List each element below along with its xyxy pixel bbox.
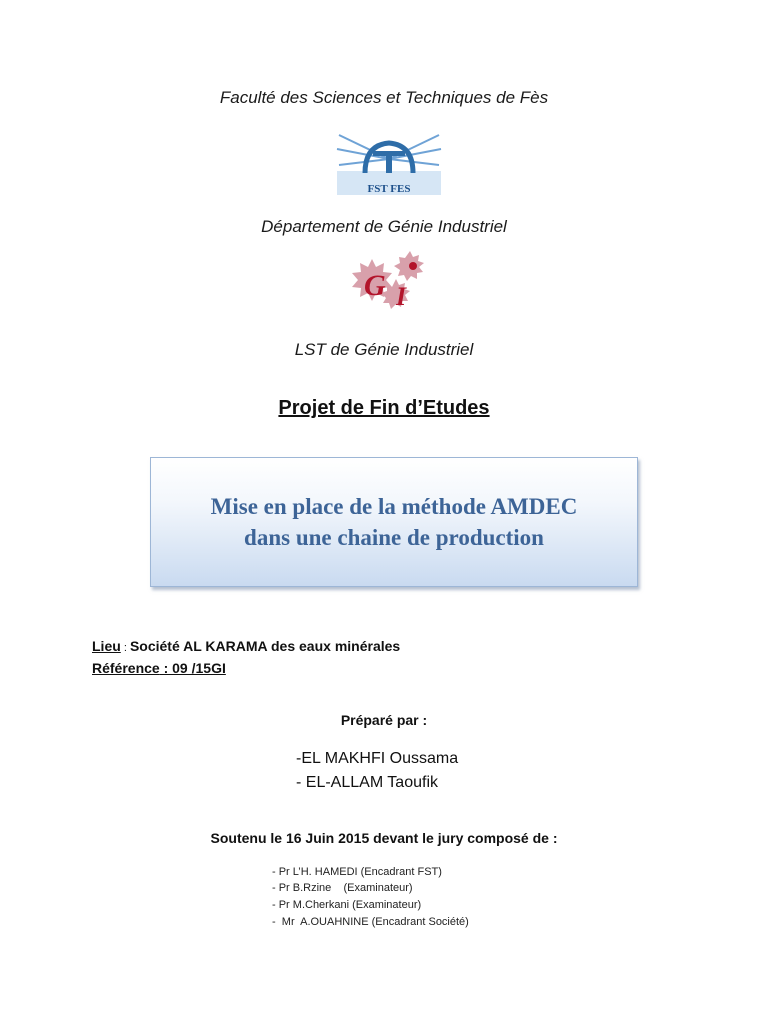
topic-line-1: Mise en place de la méthode AMDEC [210, 494, 578, 519]
location-separator: : [120, 642, 130, 654]
jury-member: - Mr A.OUAHNINE (Encadrant Société) [272, 916, 469, 928]
document-type-title: Projet de Fin d’Etudes [278, 397, 490, 419]
location-value: Société AL KARAMA des eaux minérales [129, 638, 401, 654]
jury-member: - Pr M.Cherkani (Examinateur) [272, 899, 422, 911]
program-title: LST de Génie Industriel [294, 340, 474, 359]
jury-member: - Pr B.Rzine (Examinateur) [272, 882, 413, 894]
defense-statement: Soutenu le 16 Juin 2015 devant le jury composé de : [210, 830, 558, 846]
topic-line-2: dans une chaine de production [244, 525, 544, 550]
gi-gear-logo [336, 249, 436, 321]
faculty-title: Faculté des Sciences et Techniques de Fès [219, 88, 549, 107]
prepared-by-label: Préparé par : [340, 712, 428, 728]
gi-logo-i: I [396, 282, 407, 311]
reference-row [92, 660, 226, 676]
gi-logo-g: G [364, 269, 386, 302]
location-label: Lieu [92, 638, 121, 654]
topic-box [150, 457, 638, 587]
reference-label: Référence [92, 660, 160, 676]
reference-value: : 09 /15GI [159, 660, 226, 676]
fst-logo-text: FST FES [367, 183, 411, 195]
jury-member: - Pr L’H. HAMEDI (Encadrant FST) [272, 866, 442, 878]
department-title: Département de Génie Industriel [261, 217, 507, 236]
location-row [92, 638, 400, 654]
author-name: - EL-ALLAM Taoufik [296, 774, 438, 791]
author-name: -EL MAKHFI Oussama [296, 750, 459, 767]
fst-fes-logo [335, 131, 443, 198]
